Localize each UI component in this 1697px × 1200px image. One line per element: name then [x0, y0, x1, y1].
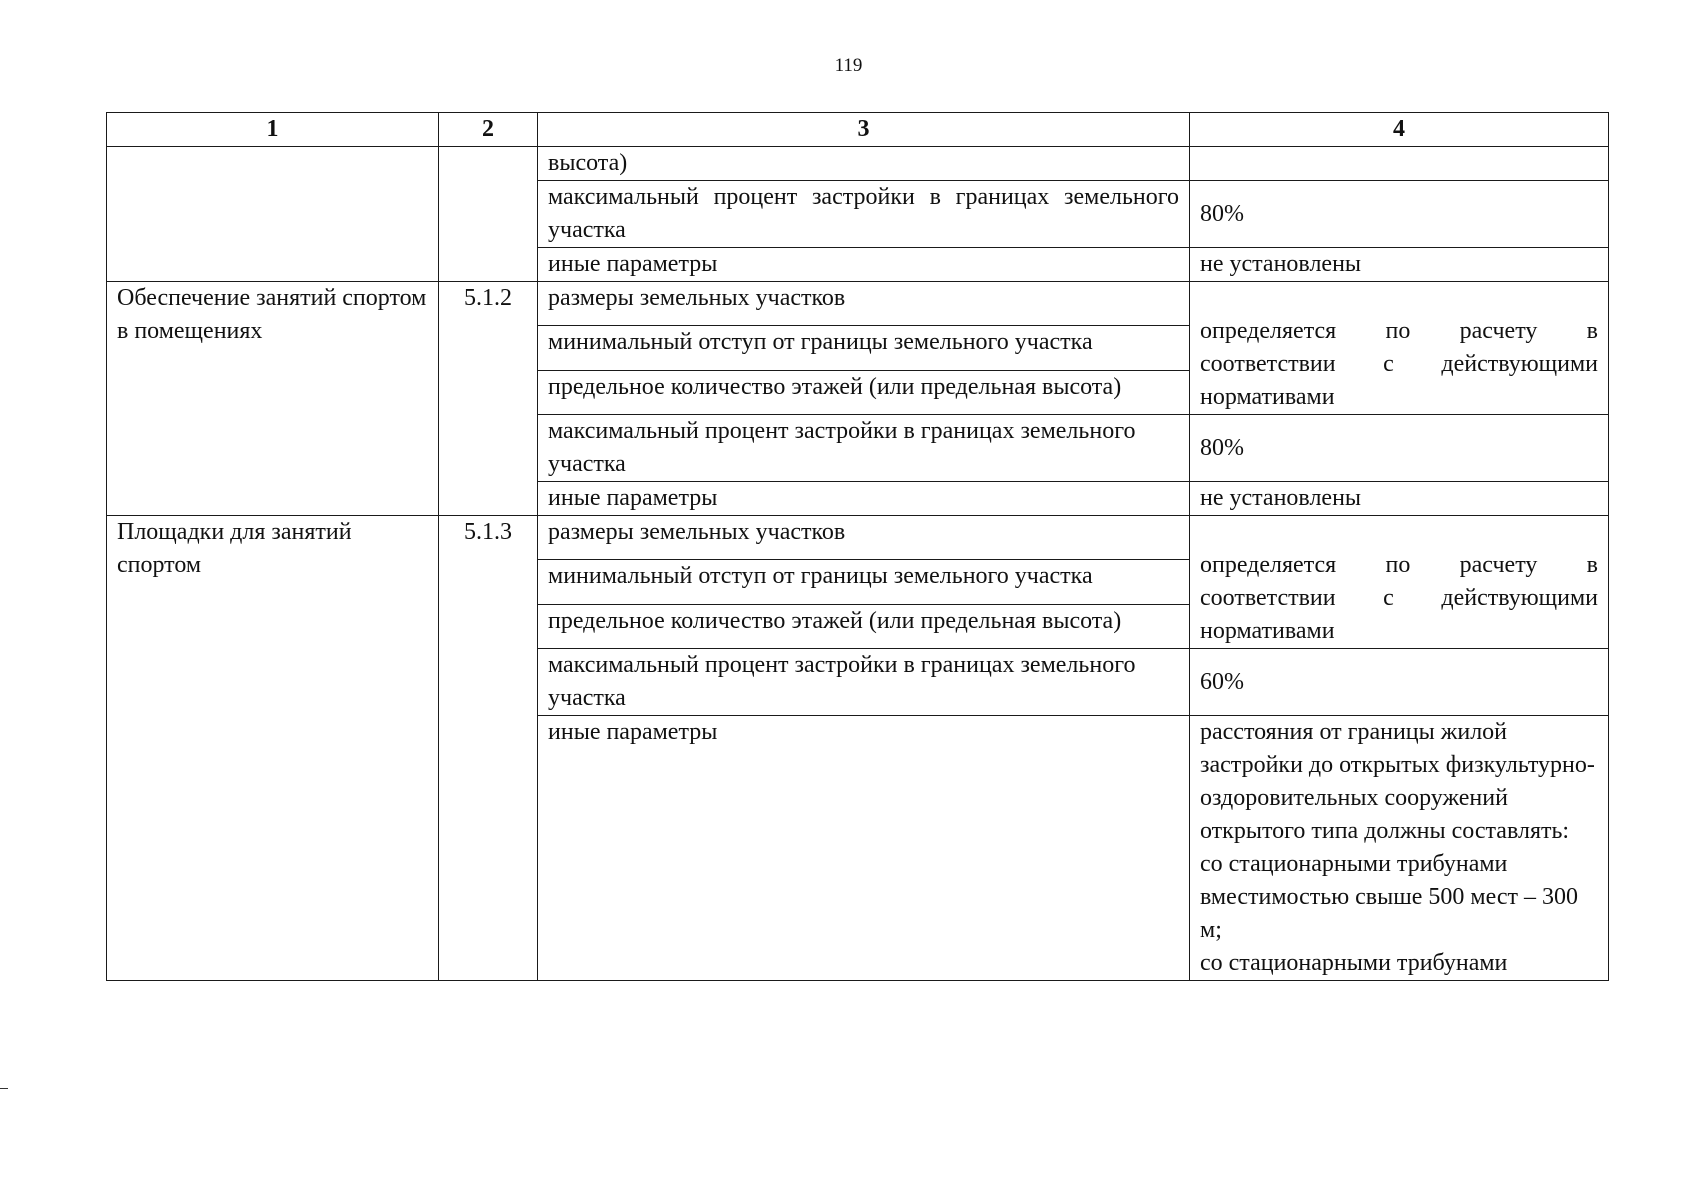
- scan-mark: [0, 1088, 8, 1089]
- table-row: [107, 516, 1609, 560]
- regulations-table: [106, 112, 1609, 981]
- value-cell: не установлены: [1190, 482, 1609, 516]
- value-cell: расстояния от границы жилой застройки до открытых физкультурно-оздоровительных сооружений открытого типа должны составлять: со стационарными трибунами вместимостью свыше 500 мест – 300 м; со стационарными трибунами: [1190, 716, 1609, 981]
- cont-name-cell: [107, 147, 439, 282]
- use-name-cell: Площадки для занятий спортом: [107, 516, 439, 981]
- value-cell: 80%: [1190, 181, 1609, 248]
- page-number: 119: [834, 55, 863, 76]
- param-cell: максимальный процент застройки в границах земельного участка: [538, 415, 1190, 482]
- table-row: [107, 282, 1609, 326]
- use-code-cell: 5.1.3: [439, 516, 538, 981]
- value-cell: не установлены: [1190, 248, 1609, 282]
- table-row: [107, 147, 1609, 181]
- param-cell: максимальный процент застройки в границах земельного участка: [538, 181, 1190, 248]
- param-cell: иные параметры: [538, 716, 1190, 981]
- use-name-cell: Обеспечение занятий спортом в помещениях: [107, 282, 439, 516]
- value-cell: [1190, 147, 1609, 181]
- value-cell: определяется по расчету в соответствии с действующими нормативами: [1190, 282, 1609, 415]
- header-col-2: 2: [439, 113, 538, 147]
- header-col-4: 4: [1190, 113, 1609, 147]
- param-cell: минимальный отступ от границы земельного участка: [538, 560, 1190, 604]
- header-col-3: 3: [538, 113, 1190, 147]
- use-code-cell: 5.1.2: [439, 282, 538, 516]
- param-cell: минимальный отступ от границы земельного участка: [538, 326, 1190, 370]
- param-cell: размеры земельных участков: [538, 282, 1190, 326]
- value-cell: 60%: [1190, 649, 1609, 716]
- param-cell: предельное количество этажей (или предельная высота): [538, 604, 1190, 648]
- cont-code-cell: [439, 147, 538, 282]
- table-header-row: [107, 113, 1609, 147]
- value-cell: 80%: [1190, 415, 1609, 482]
- param-cell: предельное количество этажей (или предельная высота): [538, 370, 1190, 414]
- param-cell: иные параметры: [538, 482, 1190, 516]
- param-cell: максимальный процент застройки в границах земельного участка: [538, 649, 1190, 716]
- header-col-1: 1: [107, 113, 439, 147]
- value-cell: определяется по расчету в соответствии с действующими нормативами: [1190, 516, 1609, 649]
- param-cell: размеры земельных участков: [538, 516, 1190, 560]
- param-cell: иные параметры: [538, 248, 1190, 282]
- param-cell: высота): [538, 147, 1190, 181]
